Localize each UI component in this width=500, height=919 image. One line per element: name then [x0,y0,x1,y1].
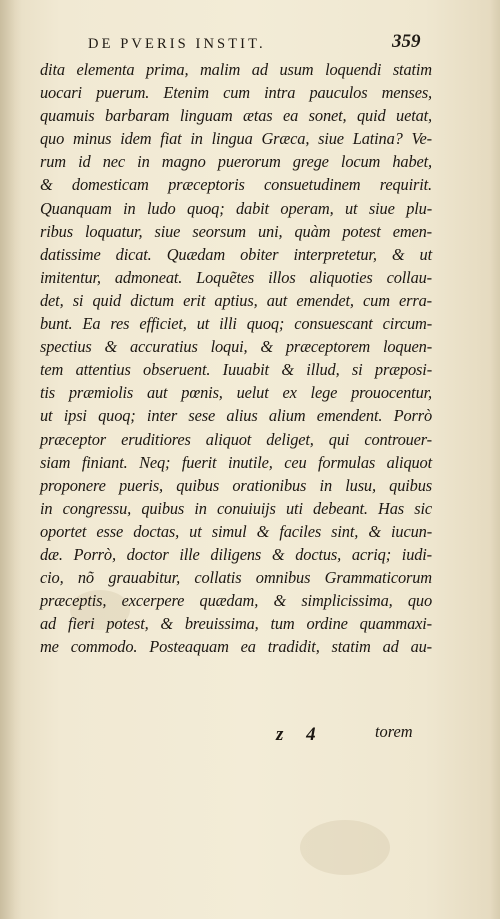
signature-mark: z 4 [276,724,325,745]
text-line: Quanquam in ludo quoq; dabit operam, ut siue plu- [40,198,432,218]
text-line: det, si quid dictum erit aptius, aut emendet, cum erra- [40,290,432,310]
text-line: oportet esse doctas, ut simul & faciles sint, & iucun- [40,521,432,541]
running-head: DE PVERIS INSTIT. [88,36,266,52]
foxing-spot [300,820,390,875]
text-line: dæ. Porrò, doctor ille diligens & doctus, acriq; iudi- [40,544,432,564]
text-line: in congressu, quibus in conuiuijs uti debeant. Has sic [40,498,432,518]
text-line: siam finiant. Neq; fuerit inutile, ceu formulas aliquot [40,452,432,472]
page-number: 359 [392,31,421,52]
text-line: ribus loquatur, siue seorsum uni, quàm potest emen- [40,221,432,241]
gutter-shadow [0,0,22,919]
text-line: quo minus idem fiat in lingua Græca, siue Latina? Ve- [40,129,432,149]
body-text [40,58,432,658]
text-line: cio, nõ grauabitur, collatis omnibus Grammaticorum [40,568,432,588]
text-line: rum id nec in magno puerorum grege locum habet, [40,152,432,172]
text-line: tem attentius obseruent. Iuuabit & illud, si præposi- [40,360,432,380]
text-line: dita elementa prima, malim ad usum loquendi statim [40,60,432,79]
page-edge [490,0,500,919]
text-line: præceptis, excerpere quædam, & simplicissima, quo [40,591,432,611]
text-line: & domesticam præceptoris consuetudinem requirit. [40,175,432,195]
text-line: uocari puerum. Etenim cum intra pauculos menses, [40,83,432,103]
text-line: proponere pueris, quibus orationibus in lusu, quibus [40,475,432,495]
text-line: bunt. Ea res efficiet, ut illi quoq; consuescant circum- [40,314,432,334]
text-line: datissime dicat. Quædam obiter interpretetur, & ut [40,244,432,264]
text-line: ad fieri potest, & breuissima, tum ordine quammaxi- [40,614,432,634]
text-line: me commodo. Posteaquam ea tradidit, statim ad au- [40,637,432,657]
text-line: imitentur, admoneat. Loquẽtes illos aliquoties collau- [40,267,432,287]
text-line: tis præmiolis aut pœnis, uelut ex lege prouocentur, [40,383,432,403]
catchword: torem [375,722,413,741]
text-line: præceptor eruditiores aliquot deliget, qui controuer- [40,429,432,449]
text-line: quamuis barbaram linguam ætas ea sonet, quid uetat, [40,106,432,126]
text-line: ut ipsi quoq; inter sese alius alium emendent. Porrò [40,406,432,426]
text-line: spectius & accuratius loqui, & præceptorem loquen- [40,337,432,357]
